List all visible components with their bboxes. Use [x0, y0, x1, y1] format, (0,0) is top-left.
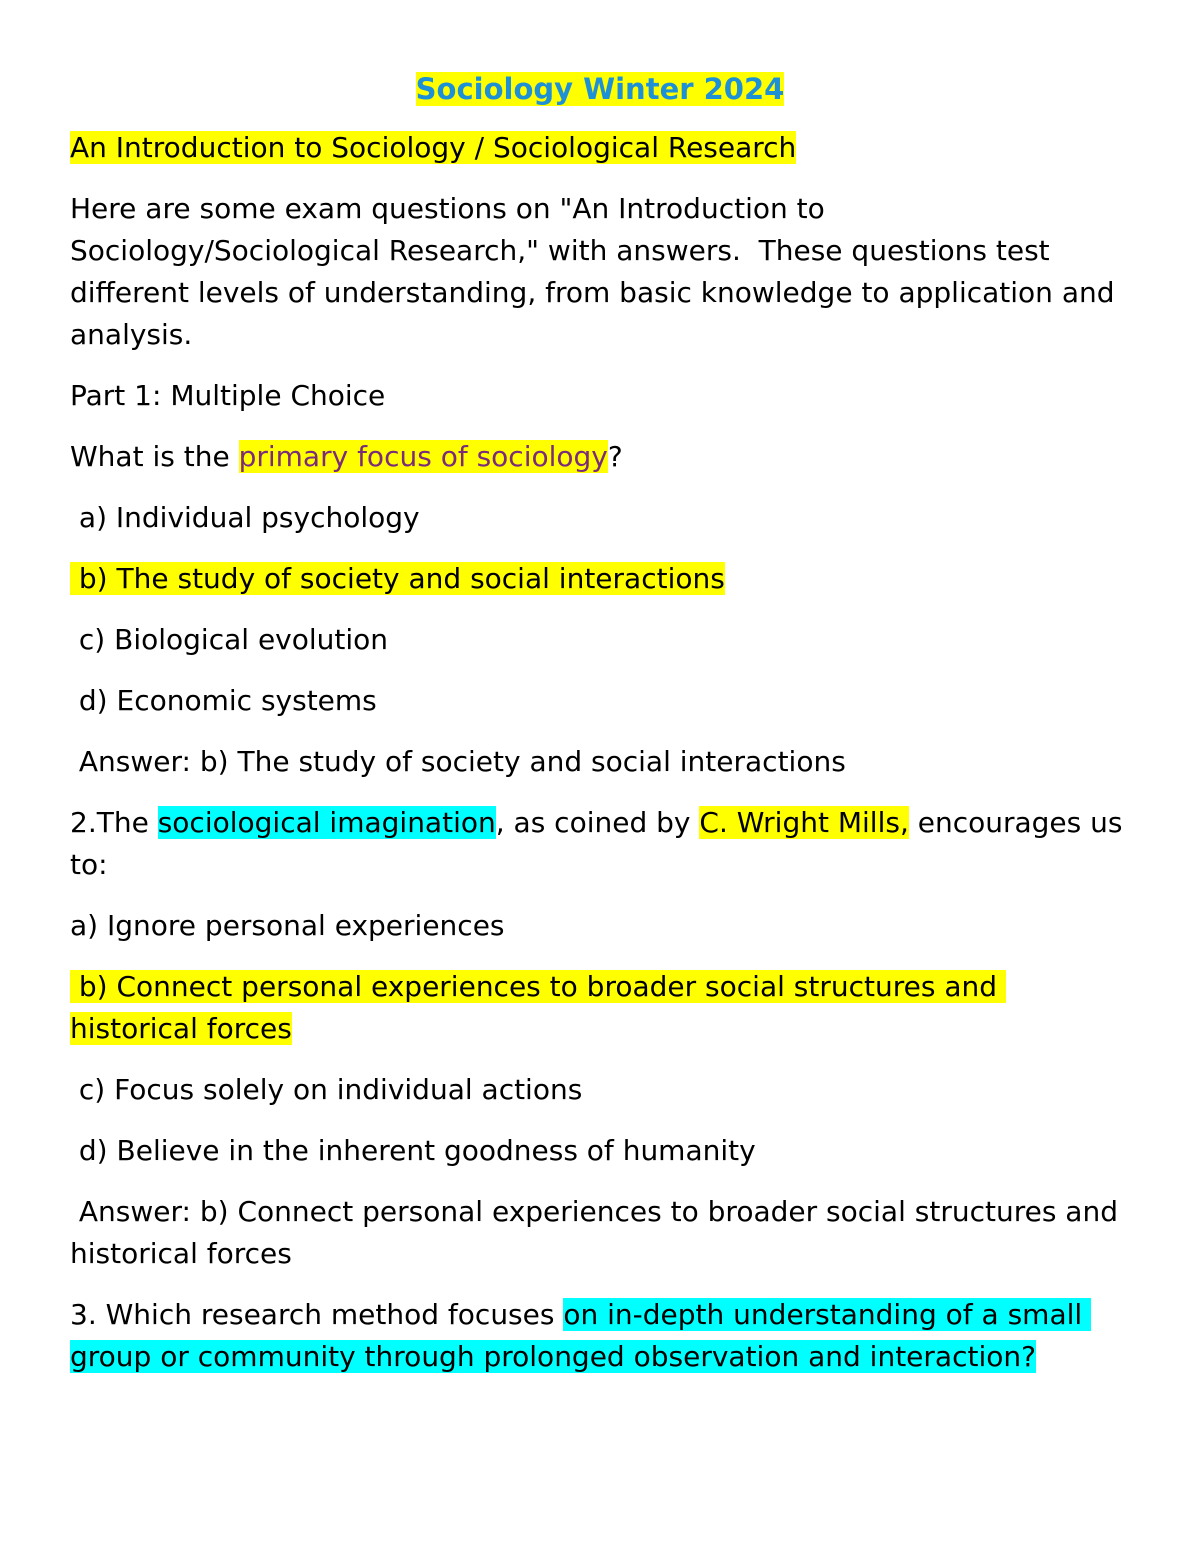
- question-1-prefix: What is the: [70, 440, 239, 473]
- question-2-author: C. Wright Mills,: [699, 806, 909, 839]
- page-title: [70, 66, 1130, 112]
- question-2: [70, 802, 1130, 886]
- question-2-suffix: encourages us to:: [70, 806, 1132, 881]
- question-2-option-a: a) Ignore personal experiences: [70, 909, 505, 942]
- question-2-option-c: c) Focus solely on individual actions: [70, 1073, 583, 1106]
- subtitle: [70, 127, 1130, 169]
- question-2-option-d: d) Believe in the inherent goodness of humanity: [70, 1134, 756, 1167]
- question-2-prefix: 2.The: [70, 806, 158, 839]
- question-3-key-phrase: on in-depth understanding of a small group or community through prolonged observation and interaction?: [70, 1298, 1092, 1373]
- question-1-answer: Answer: b) The study of society and social interactions: [70, 745, 846, 778]
- intro-paragraph: Here are some exam questions on "An Introduction to Sociology/Sociological Research," with answers. These questions test different levels of understanding, from basic knowledge to application and analysis.: [70, 192, 1124, 351]
- question-2-answer: Answer: b) Connect personal experiences to broader social structures and historical forces: [70, 1195, 1127, 1270]
- question-1: [70, 436, 1130, 478]
- title-text: Sociology Winter 2024: [415, 72, 785, 106]
- question-1-option-d: d) Economic systems: [70, 684, 377, 717]
- question-1-option-b-text: b) The study of society and social interactions: [70, 562, 725, 595]
- question-1-option-a: a) Individual psychology: [70, 501, 420, 534]
- question-1-option-b: [70, 558, 1130, 600]
- question-2-option-b-text: b) Connect personal experiences to broader social structures and historical forces: [70, 970, 1006, 1045]
- question-2-key-term: sociological imagination: [157, 806, 496, 839]
- part-heading: Part 1: Multiple Choice: [70, 379, 386, 412]
- question-2-middle: , as coined by: [495, 806, 700, 839]
- question-1-key-term: primary focus of sociology: [238, 440, 608, 473]
- question-1-suffix: ?: [607, 440, 623, 473]
- subtitle-text: An Introduction to Sociology / Sociological Research: [70, 131, 797, 164]
- question-2-option-b: [70, 966, 1130, 1050]
- question-3-prefix: 3. Which research method focuses: [70, 1298, 564, 1331]
- question-1-option-c: c) Biological evolution: [70, 623, 389, 656]
- question-3: [70, 1294, 1130, 1378]
- document-page: [70, 66, 1130, 1397]
